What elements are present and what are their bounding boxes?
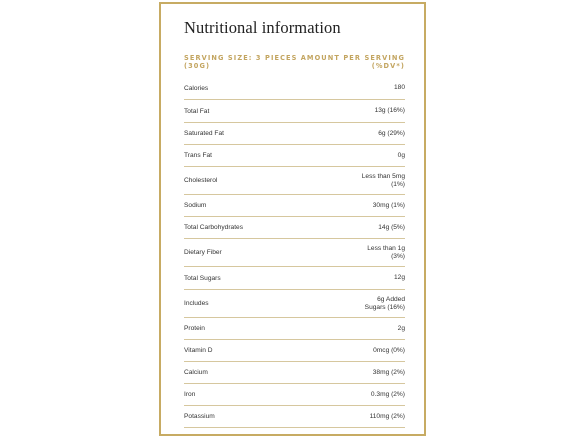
nutrient-label: Protein [184,325,205,332]
nutrient-value: 13g (16%) [374,107,405,115]
nutrition-row-calcium [184,362,405,384]
nutrient-value: Less than 5mg (1%) [361,172,405,188]
nutrition-row-calories [184,77,405,100]
nutrient-value: 38mg (2%) [372,368,405,376]
nutrient-value: 14g (5%) [378,223,405,231]
nutrition-panel [159,2,426,436]
nutrient-value: 2g [397,324,405,332]
nutrient-value: 6g Added Sugars (16%) [364,295,405,311]
nutrition-row-protein [184,318,405,340]
nutrient-value: 6g (29%) [378,129,405,137]
nutrient-label: Includes [184,300,209,307]
nutrition-row-total-sugars [184,267,405,290]
nutrition-row-saturated-fat [184,123,405,145]
nutrient-label: Sodium [184,202,207,209]
amount-per-serving-header: AMOUNT PER SERVING (%DV*) [300,54,405,71]
nutrition-table [184,77,405,428]
nutrient-label: Iron [184,391,196,398]
nutrient-value: 30mg (1%) [372,201,405,209]
nutrient-value: 180 [393,84,405,92]
panel-title: Nutritional information [184,18,341,37]
nutrition-row-vitamin-d [184,340,405,362]
nutrition-row-sodium [184,195,405,217]
nutrient-value: 12g [393,274,405,282]
nutrition-row-total-fat [184,100,405,123]
serving-size-header: SERVING SIZE: 3 PIECES (30G) [184,54,298,71]
nutrient-value: 0g [397,151,405,159]
nutrition-row-includes [184,290,405,318]
nutrient-value: 110mg (2%) [369,412,405,420]
nutrient-label: Trans Fat [184,152,212,159]
nutrition-row-iron [184,384,405,406]
nutrient-label: Potassium [184,413,215,420]
nutrition-row-trans-fat [184,145,405,167]
nutrition-row-potassium [184,406,405,428]
nutrition-row-total-carbohydrates [184,217,405,239]
nutrient-label: Total Fat [184,107,210,115]
nutrient-value: Less than 1g (3%) [367,244,405,260]
nutrient-value: 0.3mg (2%) [370,390,405,398]
nutrient-label: Total Carbohydrates [184,224,244,231]
nutrient-label: Saturated Fat [184,130,224,137]
nutrient-label: Total Sugars [184,274,221,282]
nutrition-row-cholesterol [184,167,405,195]
nutrient-value: 0mcg (0%) [373,346,405,354]
nutrient-label: Calcium [184,369,208,376]
nutrient-label: Calories [184,84,209,92]
nutrient-label: Dietary Fiber [184,249,222,256]
nutrient-label: Cholesterol [184,177,218,184]
nutrition-row-dietary-fiber [184,239,405,267]
nutrient-label: Vitamin D [184,347,213,354]
